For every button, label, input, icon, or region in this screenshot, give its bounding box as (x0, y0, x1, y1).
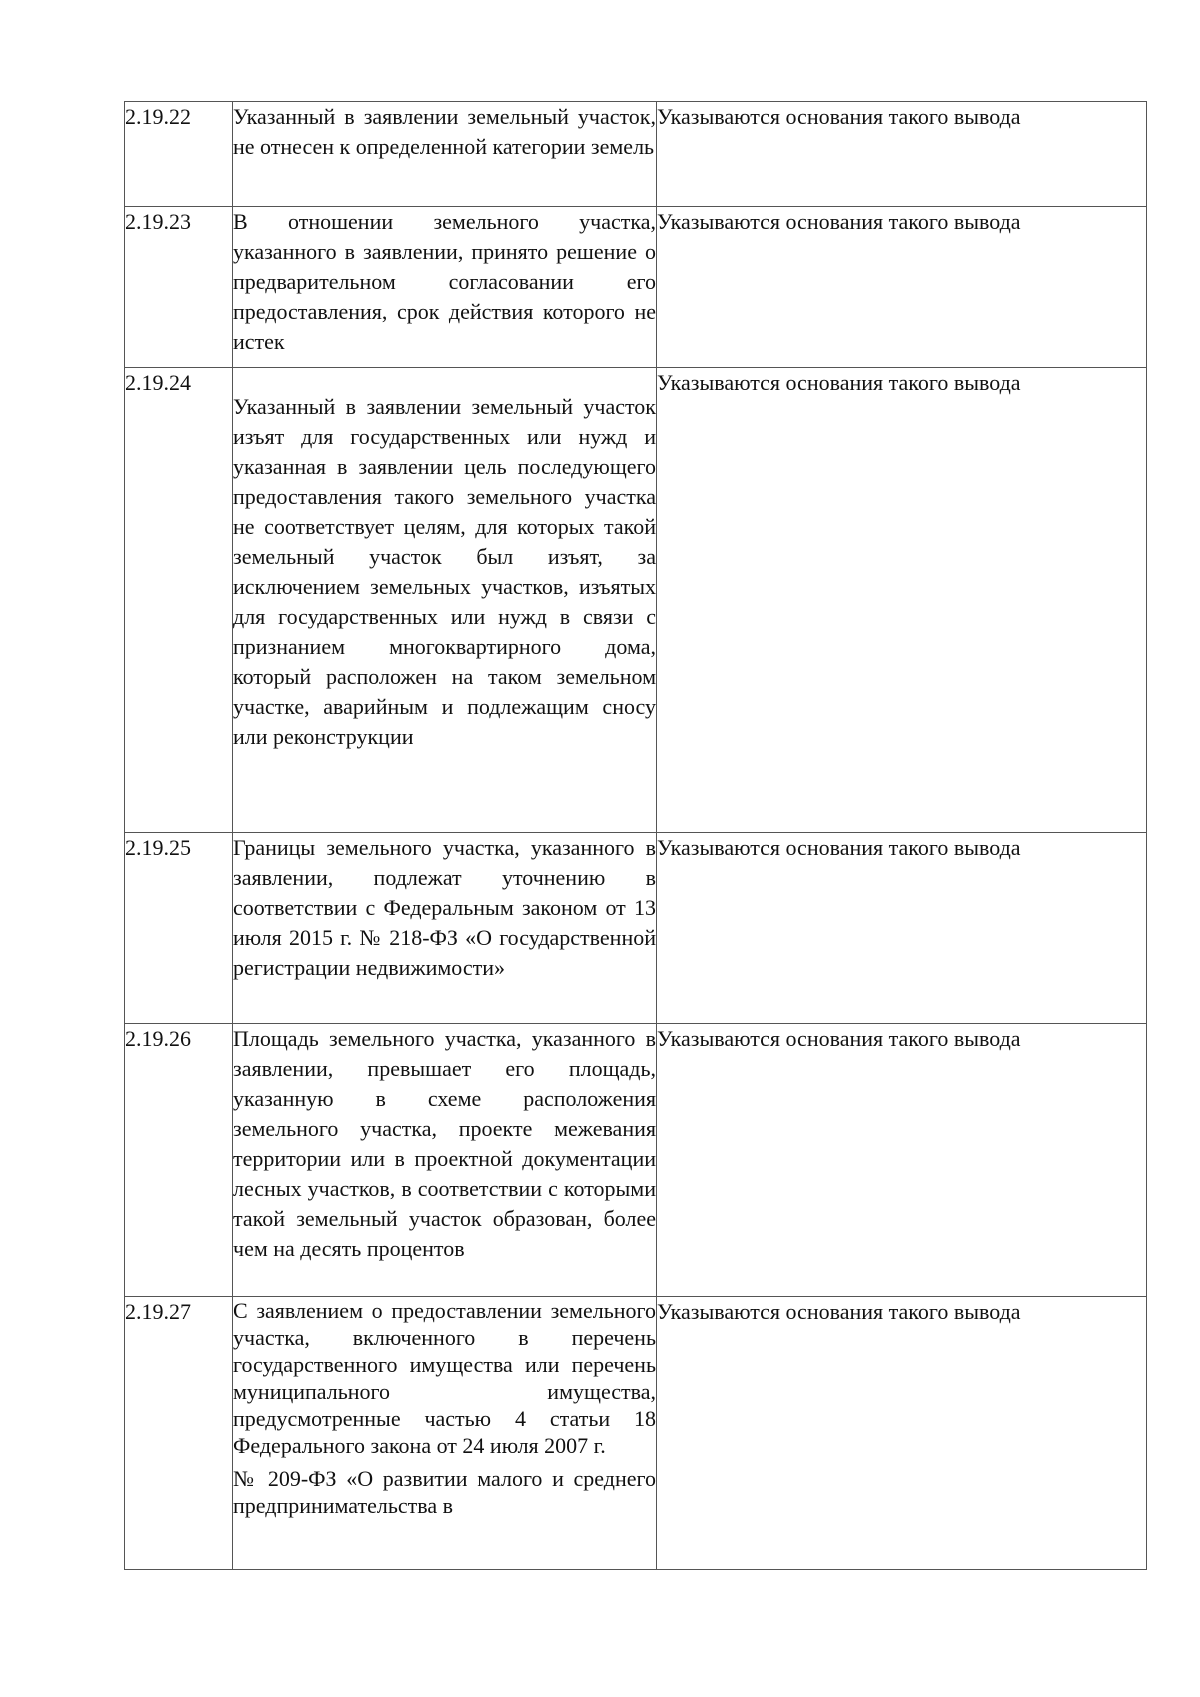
row-number: 2.19.22 (125, 102, 233, 207)
reason-text: Указываются основания такого вывода (657, 1297, 1147, 1570)
table-row (125, 1297, 1147, 1570)
reason-text: Указываются основания такого вывода (657, 207, 1147, 368)
ground-text (233, 1024, 657, 1297)
ground-paragraph: № 209-ФЗ «О развитии малого и среднего предпринимательства в (233, 1466, 656, 1518)
reason-text: Указываются основания такого вывода (657, 102, 1147, 207)
grounds-table (124, 101, 1147, 1570)
table-row (125, 102, 1147, 207)
ground-text (233, 102, 657, 207)
ground-paragraph: В отношении земельного участка, указанного в заявлении, принято решение о предварительном согласовании его предоставления, срок действия которого не истек (233, 209, 656, 354)
ground-paragraph: С заявлением о предоставлении земельного участка, включенного в перечень государственного имущества или перечень муниципального имущества, предусмотренные частью 4 статьи 18 Федерального закона от 24 июля 2007 г. (233, 1298, 656, 1458)
row-number: 2.19.27 (125, 1297, 233, 1570)
reason-text: Указываются основания такого вывода (657, 833, 1147, 1024)
table-row (125, 1024, 1147, 1297)
table-row (125, 833, 1147, 1024)
ground-text (233, 368, 657, 833)
table-row (125, 207, 1147, 368)
reason-text: Указываются основания такого вывода (657, 1024, 1147, 1297)
row-number: 2.19.24 (125, 368, 233, 833)
ground-paragraph: Указанный в заявлении земельный участок, не отнесен к определенной категории земель (233, 104, 656, 159)
ground-text (233, 207, 657, 368)
ground-text (233, 1297, 657, 1570)
row-number: 2.19.25 (125, 833, 233, 1024)
table-row (125, 368, 1147, 833)
row-number: 2.19.26 (125, 1024, 233, 1297)
ground-paragraph: Площадь земельного участка, указанного в заявлении, превышает его площадь, указанную в схеме расположения земельного участка, проекте межевания территории или в проектной документации лесных участков, в соответствии с которыми такой земельный участок образован, более чем на десять процентов (233, 1026, 656, 1261)
ground-text (233, 833, 657, 1024)
row-number: 2.19.23 (125, 207, 233, 368)
ground-paragraph: Границы земельного участка, указанного в заявлении, подлежат уточнению в соответствии с Федеральным законом от 13 июля 2015 г. № 218-ФЗ «О государственной регистрации недвижимости» (233, 835, 656, 980)
ground-paragraph: Указанный в заявлении земельный участок изъят для государственных или нужд и указанная в заявлении цель последующего предоставления такого земельного участка не соответствует целям, для которых такой земельный участок был изъят, за исключением земельных участков, изъятых для государственных или нужд в связи с признанием многоквартирного дома, который расположен на таком земельном участке, аварийным и подлежащим сносу или реконструкции (233, 394, 656, 749)
reason-text: Указываются основания такого вывода (657, 368, 1147, 833)
